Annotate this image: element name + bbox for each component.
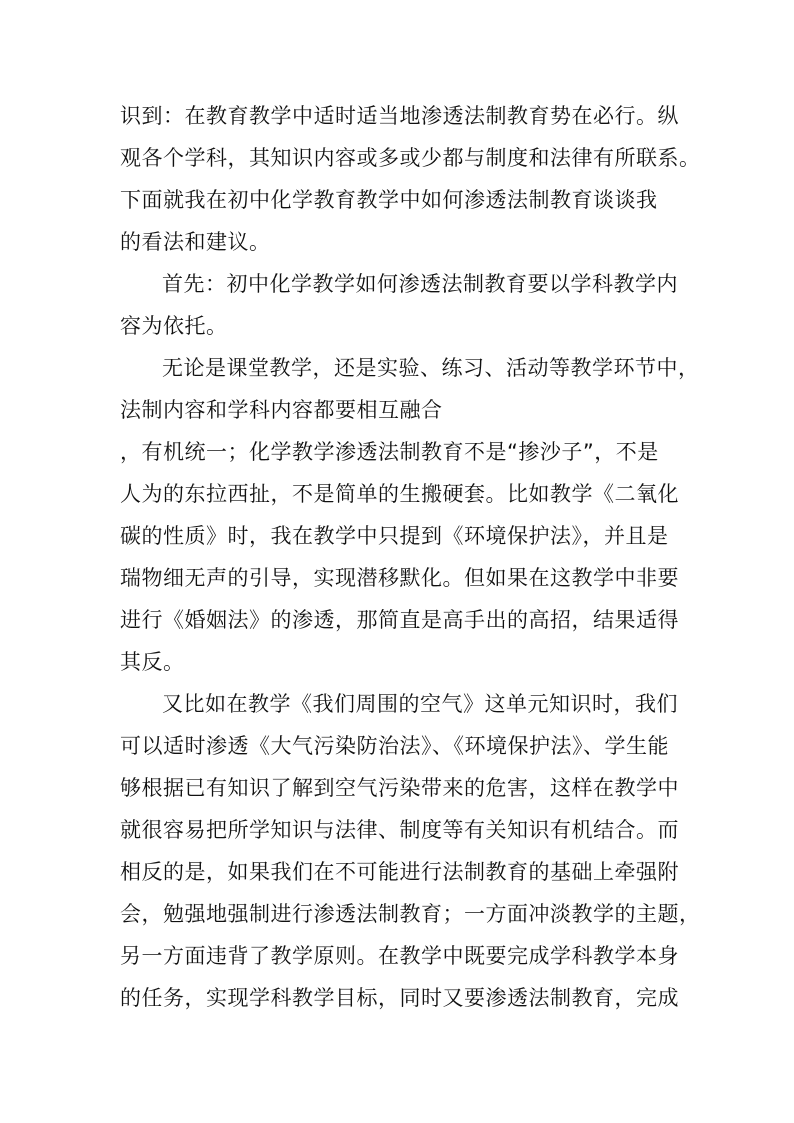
text-line: 瑞物细无声的引导，实现潜移默化。但如果在这教学中非要 xyxy=(120,566,679,590)
text-line: 碳的性质》时，我在教学中只提到《环境保护法》，并且是 xyxy=(120,524,669,548)
text-line: 识到：在教育教学中适时适当地渗透法制教育势在必行。纵 xyxy=(120,104,679,128)
text-line: 又比如在教学《我们周围的空气》这单元知识时，我们 xyxy=(162,692,678,716)
text-line: 观各个学科，其知识内容或多或少都与制度和法律有所联系。 xyxy=(120,146,701,170)
text-line: 够根据已有知识了解到空气污染带来的危害，这样在教学中 xyxy=(120,776,679,800)
text-line: ，有机统一；化学教学渗透法制教育不是“掺沙子”，不是 xyxy=(120,440,659,464)
text-line: 进行《婚姻法》的渗透，那简直是高手出的高招，结果适得 xyxy=(120,608,679,632)
text-line: 容为依托。 xyxy=(120,314,228,338)
text-line: 会，勉强地强制进行渗透法制教育；一方面冲淡教学的主题， xyxy=(120,902,701,926)
text-line: 就很容易把所学知识与法律、制度等有关知识有机结合。而 xyxy=(120,818,679,842)
text-line: 法制内容和学科内容都要相互融合 xyxy=(120,398,443,422)
text-line: 的任务，实现学科教学目标，同时又要渗透法制教育，完成 xyxy=(120,986,679,1010)
text-line: 人为的东拉西扯，不是简单的生搬硬套。比如教学《二氧化 xyxy=(120,482,679,506)
text-line: 其反。 xyxy=(120,650,185,674)
text-line: 首先：初中化学教学如何渗透法制教育要以学科教学内 xyxy=(162,272,678,296)
text-line: 的看法和建议。 xyxy=(120,230,271,254)
text-line: 无论是课堂教学，还是实验、练习、活动等教学环节中， xyxy=(162,356,700,380)
text-line: 另一方面违背了教学原则。在教学中既要完成学科教学本身 xyxy=(120,944,679,968)
text-line: 相反的是，如果我们在不可能进行法制教育的基础上牵强附 xyxy=(120,860,679,884)
text-line: 下面就我在初中化学教育教学中如何渗透法制教育谈谈我 xyxy=(120,188,658,212)
text-line: 可以适时渗透《大气污染防治法》、《环境保护法》、学生能 xyxy=(120,734,669,758)
